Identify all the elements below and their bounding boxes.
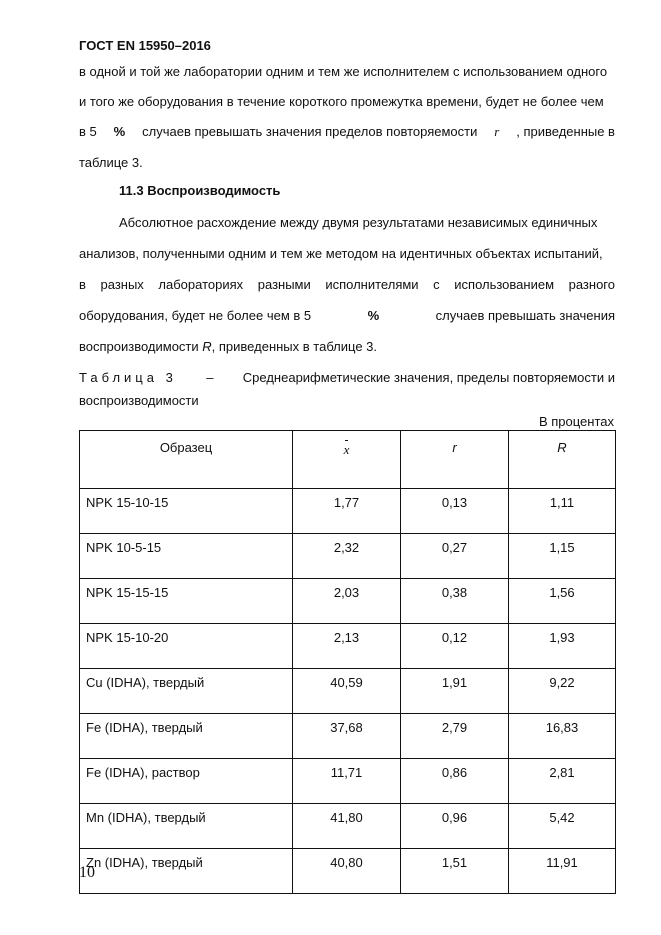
table-row	[80, 759, 616, 804]
table-row	[80, 804, 616, 849]
cell-sample: Zn (IDHA), твердый	[80, 849, 293, 894]
cell-R: 9,22	[509, 669, 616, 714]
cell-r: 0,12	[401, 624, 509, 669]
cell-mean: 2,03	[293, 579, 401, 624]
cell-sample: Fe (IDHA), твердый	[80, 714, 293, 759]
cell-sample: Cu (IDHA), твердый	[80, 669, 293, 714]
symbol-r: r	[494, 124, 500, 139]
table-caption-text: Среднеарифметические значения, пределы повторяемости и	[242, 370, 615, 385]
cell-r: 0,86	[401, 759, 509, 804]
table-row	[80, 669, 616, 714]
cell-mean: 41,80	[293, 804, 401, 849]
table-caption-dash: –	[206, 370, 214, 385]
para1-line3-b: случаев превышать значения пределов повторяемости	[142, 124, 478, 139]
para2-line5	[79, 339, 377, 354]
symbol-R: R	[202, 339, 212, 354]
header-sample: Образец	[80, 431, 293, 489]
cell-sample: NPK 15-15-15	[80, 579, 293, 624]
para2-line1: Абсолютное расхождение между двумя результатами независимых единичных	[119, 215, 598, 230]
table-row	[80, 849, 616, 894]
table-caption-line2: воспроизводимости	[79, 393, 199, 408]
table-row	[80, 579, 616, 624]
table-header-row	[80, 431, 616, 489]
cell-mean: 11,71	[293, 759, 401, 804]
header-R: R	[509, 431, 616, 489]
para1-line3-a: в 5	[79, 124, 97, 139]
cell-R: 16,83	[509, 714, 616, 759]
para1-line2: и того же оборудования в течение короткого промежутка времени, будет не более чем	[79, 94, 604, 109]
document-header: ГОСТ EN 15950–2016	[79, 38, 211, 53]
cell-mean: 40,80	[293, 849, 401, 894]
table-row	[80, 714, 616, 759]
para2-line2: анализов, полученными одним и тем же методом на идентичных объектах испытаний,	[79, 246, 603, 261]
para2-line4-a: оборудования, будет не более чем в 5	[79, 308, 312, 323]
cell-sample: Fe (IDHA), раствор	[80, 759, 293, 804]
para2-line5-a: воспроизводимости	[79, 339, 199, 354]
cell-mean: 2,13	[293, 624, 401, 669]
cell-r: 0,38	[401, 579, 509, 624]
cell-r: 1,51	[401, 849, 509, 894]
cell-R: 1,15	[509, 534, 616, 579]
table-unit: В процентах	[538, 414, 614, 429]
table-row	[80, 489, 616, 534]
para1-line3	[79, 124, 615, 140]
cell-sample: NPK 10-5-15	[80, 534, 293, 579]
para2-line3: в разных лабораториях разными исполнителями с использованием разного	[79, 277, 615, 292]
para2-line4	[79, 308, 615, 323]
percent-sign: %	[113, 124, 126, 139]
para2-line5-b: , приведенных в таблице 3.	[211, 339, 378, 354]
cell-r: 0,96	[401, 804, 509, 849]
para1-line1: в одной и той же лаборатории одним и тем же исполнителем с использованием одного	[79, 64, 608, 79]
cell-sample: NPK 15-10-20	[80, 624, 293, 669]
page-number: 10	[79, 864, 95, 881]
table-row	[80, 624, 616, 669]
cell-r: 2,79	[401, 714, 509, 759]
para2-line4-b: случаев превышать значения	[435, 308, 615, 323]
para1-line4: таблице 3.	[79, 155, 143, 170]
cell-sample: Mn (IDHA), твердый	[80, 804, 293, 849]
cell-mean: 2,32	[293, 534, 401, 579]
cell-mean: 37,68	[293, 714, 401, 759]
cell-R: 1,11	[509, 489, 616, 534]
cell-R: 11,91	[509, 849, 616, 894]
cell-sample: NPK 15-10-15	[80, 489, 293, 534]
section-title: 11.3 Воспроизводимость	[119, 183, 281, 198]
percent-sign: %	[367, 308, 380, 323]
cell-R: 1,93	[509, 624, 616, 669]
para1-line3-c: , приведенные в	[516, 124, 615, 139]
cell-mean: 40,59	[293, 669, 401, 714]
table-caption	[79, 370, 615, 385]
cell-r: 0,27	[401, 534, 509, 579]
data-table	[79, 430, 616, 894]
cell-r: 0,13	[401, 489, 509, 534]
cell-r: 1,91	[401, 669, 509, 714]
cell-R: 1,56	[509, 579, 616, 624]
table-row	[80, 534, 616, 579]
cell-R: 2,81	[509, 759, 616, 804]
cell-mean: 1,77	[293, 489, 401, 534]
mean-symbol: x	[343, 442, 350, 457]
table-caption-label: Таблица 3	[79, 370, 177, 385]
header-r: r	[401, 431, 509, 489]
cell-R: 5,42	[509, 804, 616, 849]
header-mean	[293, 431, 401, 489]
